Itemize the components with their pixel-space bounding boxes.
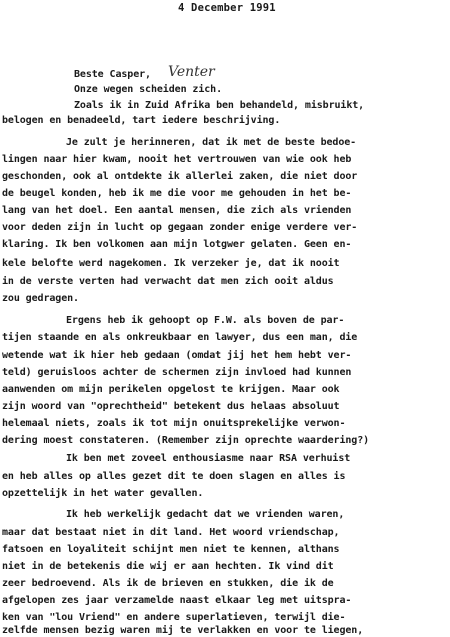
letter-line: in de verste verten had verwacht dat men zich ooit aldus (2, 276, 334, 287)
letter-line: teld) geruisloos achter de schermen zijn invloed had kunnen (2, 367, 352, 378)
letter-line: kele belofte werd nagekomen. Ik verzeker je, dat ik nooit (2, 258, 340, 269)
letter-line: tijen staande en als onkreukbaar en lawyer, dus een man, die (2, 332, 358, 343)
letter-line: Ik ben met zoveel enthousiasme naar RSA verhuist (66, 453, 351, 464)
letter-line: en heb alles op alles gezet dit te doen slagen en alles is (2, 471, 346, 482)
letter-line: voor deden zijn in lucht op gegaan zonder enige verdere ver- (2, 222, 358, 233)
letter-line: Onze wegen scheiden zich. (74, 84, 223, 95)
letter-line: geschonden, ook al ontdekte ik allerlei zaken, die niet door (2, 171, 358, 182)
letter-line: Ik heb werkelijk gedacht dat we vrienden waren, (66, 509, 345, 520)
letter-line: Je zult je herinneren, dat ik met de beste bedoe- (66, 137, 357, 148)
letter-line: belogen en benadeeld, tart iedere beschrijving. (2, 115, 281, 126)
letter-line: opzettelijk in het water gevallen. (2, 488, 204, 499)
letter-line: zelfde mensen bezig waren mij te verlakken en voor te liegen, (2, 625, 364, 636)
letter-line: maar dat bestaat niet in dit land. Het woord vriendschap, (2, 527, 340, 538)
letter-line: zou gedragen. (2, 293, 79, 304)
letter-date: 4 December 1991 (178, 2, 276, 14)
letter-line: de beugel konden, heb ik me die voor me gehouden in het be- (2, 188, 352, 199)
letter-line: helemaal niets, zoals ik tot mijn onuitsprekelijke verwon- (2, 418, 346, 429)
letter-line: Zoals ik in Zuid Afrika ben behandeld, misbruikt, (74, 100, 365, 111)
letter-line: zijn woord van "oprechtheid" betekent dus helaas absoluut (2, 401, 340, 412)
letter-line: lang van het doel. Een aantal mensen, die zich als vrienden (2, 205, 352, 216)
salutation: Beste Casper, (74, 69, 151, 80)
letter-line: fatsoen en loyaliteit schijnt men niet te kennen, althans (2, 544, 340, 555)
letter-line: klaring. Ik ben volkomen aan mijn lotgwer gelaten. Geen en- (2, 239, 352, 250)
letter-line: lingen naar hier kwam, nooit het vertrouwen van wie ook heb (2, 154, 352, 165)
letter-line: niet in de betekenis die wij er aan hechten. Ik vind dit (2, 561, 334, 572)
letter-line: Ergens heb ik gehoopt op F.W. als boven de par- (66, 315, 345, 326)
letter-line: ken van "lou Vriend" en andere superlatieven, terwijl die- (2, 612, 346, 623)
handwritten-name: Venter (168, 64, 215, 80)
letter-line: aanwenden om mijn perikelen opgelost te krijgen. Maar ook (2, 384, 340, 395)
letter-line: dering moest constateren. (Remember zijn oprechte waardering?) (2, 435, 370, 446)
letter-line: wetende wat ik hier heb gedaan (omdat jij het hem hebt ver- (2, 350, 352, 361)
letter-line: zeer bedroevend. Als ik de brieven en stukken, die ik de (2, 578, 334, 589)
letter-line: afgelopen zes jaar verzamelde naast elkaar leg met uitspra- (2, 595, 352, 606)
